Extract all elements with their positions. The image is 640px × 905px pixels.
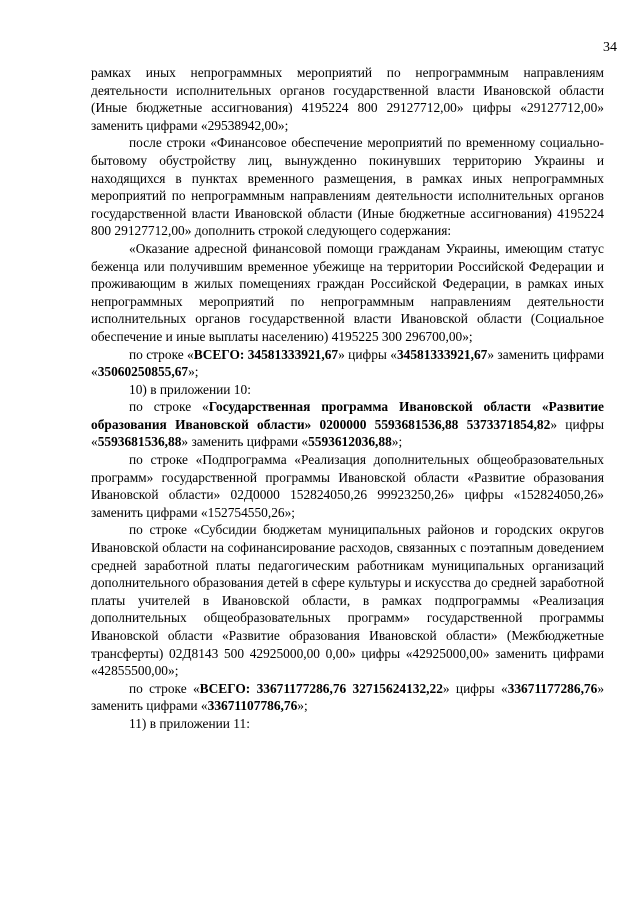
- paragraph: [91, 64, 604, 134]
- text-run: 11) в приложении 11:: [129, 715, 250, 731]
- text-run: по строке «: [129, 399, 209, 415]
- text-run: » заменить цифрами «: [181, 434, 309, 450]
- paragraph: [91, 134, 604, 240]
- text-run: »;: [297, 698, 308, 714]
- text-run: » цифры «: [91, 416, 604, 450]
- document-body: [91, 64, 604, 733]
- paragraph: [91, 381, 604, 399]
- text-run: после строки «Финансовое обеспечение мероприятий по временному социально-бытовому обустройству лиц, вынужденно покинувших территорию Украины и находящихся в пунктах временного размещения, в рамках иных непрограммных мероприятий по непрограммным направлениям деятельности исполнительных органов государственной власти Ивановской области (Иные бюджетные ассигнования) 4195224 800 29127712,00» дополнить строкой следующего содержания:: [91, 135, 604, 239]
- text-run: рамках иных непрограммных мероприятий по непрограммным направлениям деятельности исполнительных органов государственной власти Ивановской области (Иные бюджетные ассигнования) 4195224 800 29127712,00» цифры «29127712,00» заменить цифрами «29538942,00»;: [91, 65, 604, 133]
- text-run: по строке «: [129, 680, 200, 696]
- paragraph: [91, 398, 604, 451]
- text-run: «Оказание адресной финансовой помощи гражданам Украины, имеющим статус беженца или получившим временное убежище на территории Российской Федерации и проживающим в жилых помещениях граждан Российской Федерации, в рамках иных непрограммных мероприятий по непрограммным направлениям деятельности исполнительных органов государственной власти Ивановской области (Социальное обеспечение и иные выплаты населению) 4195225 300 296700,00»;: [91, 240, 604, 344]
- paragraph: [91, 715, 604, 733]
- bold-text: 5593681536,88: [97, 434, 182, 450]
- paragraph: [91, 521, 604, 679]
- bold-text: ВСЕГО: 33671177286,76 32715624132,22: [199, 680, 443, 696]
- text-run: по строке «Подпрограмма «Реализация дополнительных общеобразовательных программ» государственной программы Ивановской области «Развитие образования Ивановской области» 02Д0000 152824050,26 99923250,26» цифры «152824050,26» заменить цифрами «152754550,26»;: [91, 452, 604, 520]
- text-run: » цифры «: [338, 346, 397, 362]
- text-run: 10) в приложении 10:: [129, 381, 251, 397]
- bold-text: Государственная программа Ивановской области «Развитие образования Ивановской области» 0200000 5593681536,88 5373371854,82: [91, 399, 604, 432]
- text-run: » заменить цифрами «: [91, 680, 605, 714]
- text-run: » цифры «: [442, 680, 508, 696]
- bold-text: 33671107786,76: [207, 698, 298, 714]
- bold-text: 35060250855,67: [97, 364, 189, 380]
- paragraph: [91, 680, 604, 715]
- page-number: 34: [603, 40, 617, 55]
- bold-text: 33671177286,76: [507, 680, 598, 696]
- bold-text: ВСЕГО: 34581333921,67: [193, 346, 339, 362]
- text-run: »;: [188, 364, 199, 380]
- text-run: по строке «Субсидии бюджетам муниципальных районов и городских округов Ивановской области на софинансирование расходов, связанных с поэтапным доведением средней заработной платы педагогическим работникам муниципальных организаций дополнительного образования детей в сфере культуры и искусства до средней заработной платы учителей в Ивановской области, в рамках подпрограммы «Реализация дополнительных общеобразовательных программ» государственной программы Ивановской области «Развитие образования Ивановской области» (Межбюджетные трансферты) 02Д8143 500 42925000,00 0,00» цифры «42925000,00» заменить цифрами «42855500,00»;: [91, 522, 604, 679]
- paragraph: [91, 346, 604, 381]
- bold-text: 5593612036,88: [308, 434, 392, 450]
- paragraph: [91, 240, 604, 346]
- text-run: » заменить цифрами «: [91, 346, 604, 380]
- text-run: »;: [391, 434, 403, 450]
- bold-text: 34581333921,67: [396, 346, 488, 362]
- paragraph: [91, 451, 604, 521]
- text-run: по строке «: [129, 346, 194, 362]
